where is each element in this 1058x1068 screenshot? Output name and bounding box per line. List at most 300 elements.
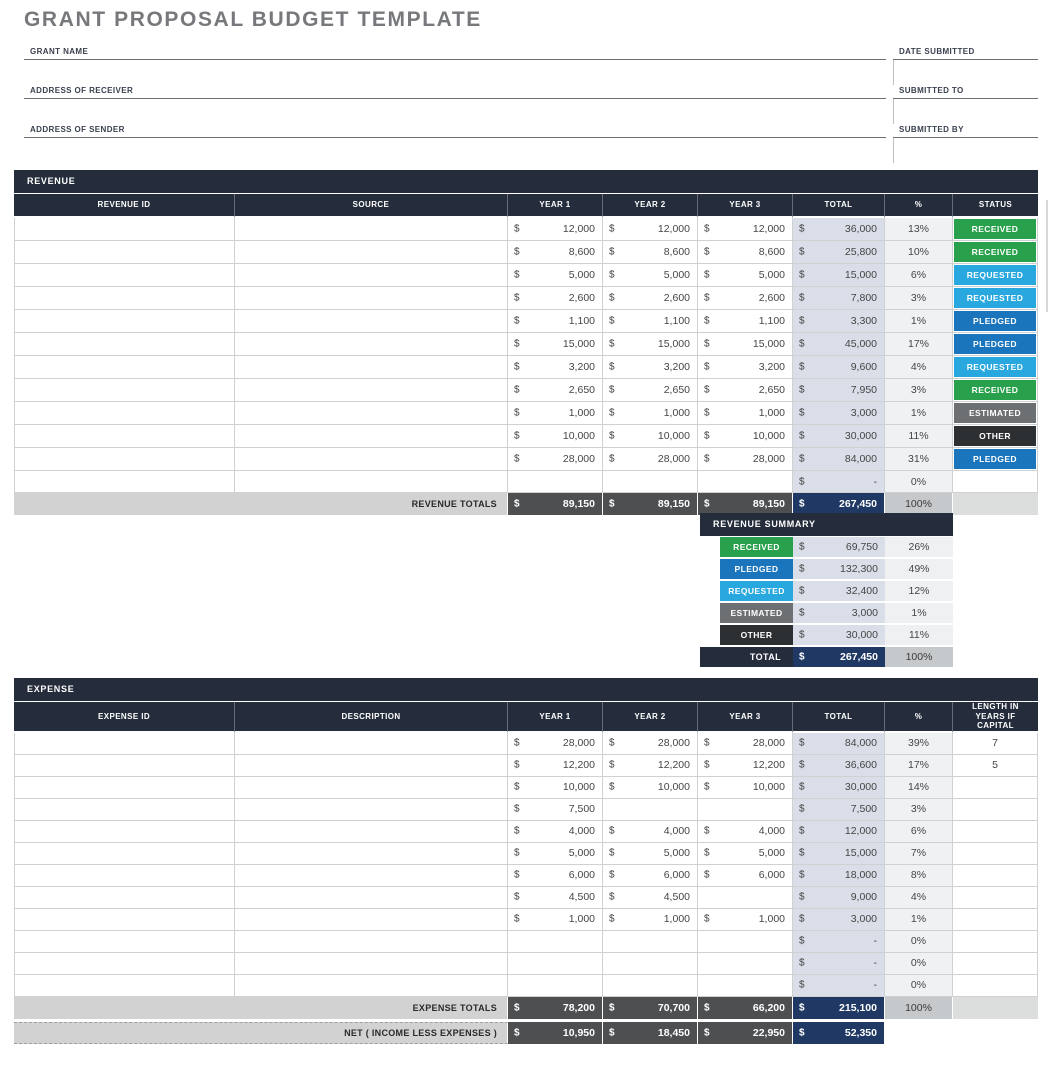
year2-cell[interactable] [603,755,698,777]
status-badge[interactable]: PLEDGED [954,334,1036,354]
year1-cell[interactable] [508,310,603,333]
year2-cell[interactable] [603,975,698,997]
percent-cell[interactable]: 3% [885,287,953,310]
status-badge[interactable]: RECEIVED [954,219,1036,239]
percent-cell[interactable]: 17% [885,755,953,777]
revenue-source-cell[interactable] [235,241,508,264]
dollar-sign: $ [799,1027,805,1039]
year1-cell[interactable] [508,733,603,755]
percent-cell[interactable]: 7% [885,843,953,865]
revenue-row [14,379,1038,402]
dollar-sign: $ [799,338,805,350]
year3-cell[interactable] [698,755,793,777]
year2-cell[interactable] [603,241,698,264]
total-cell[interactable] [793,333,885,356]
year1-cell[interactable] [508,402,603,425]
summary-percent-cell[interactable]: 12% [885,581,953,603]
year2-cell[interactable] [603,777,698,799]
total-cell[interactable] [793,821,885,843]
year3-cell[interactable] [698,425,793,448]
summary-total-value [793,647,885,669]
revenue-id-cell[interactable] [14,287,235,310]
year1-cell[interactable] [508,909,603,931]
year1-cell[interactable] [508,799,603,821]
expense-id-cell[interactable] [14,975,235,997]
total-cell[interactable] [793,379,885,402]
year2-cell[interactable] [603,448,698,471]
year1-cell[interactable] [508,887,603,909]
dollar-sign: $ [704,361,710,373]
year3-cell[interactable] [698,241,793,264]
summary-value-cell[interactable] [793,625,885,647]
expense-description-cell[interactable] [235,975,508,997]
total-cell[interactable] [793,448,885,471]
year2-cell[interactable] [603,218,698,241]
expense-id-cell[interactable] [14,931,235,953]
year3-cell[interactable] [698,333,793,356]
revenue-id-cell[interactable] [14,471,235,493]
percent-cell[interactable]: 4% [885,356,953,379]
year1-cell[interactable] [508,777,603,799]
revenue-source-cell[interactable] [235,333,508,356]
revenue-id-cell[interactable] [14,379,235,402]
capital-years-cell[interactable]: 7 [953,733,1038,755]
percent-cell[interactable]: 1% [885,402,953,425]
dollar-sign: $ [704,498,710,510]
year2-cell[interactable] [603,733,698,755]
amount: 10,000 [657,781,690,794]
year1-cell[interactable] [508,821,603,843]
amount: 89,150 [562,498,595,510]
year1-cell[interactable] [508,356,603,379]
amount: 3,000 [850,407,877,419]
percent-cell[interactable]: 3% [885,379,953,402]
expense-id-cell[interactable] [14,953,235,975]
year1-cell[interactable] [508,471,603,493]
amount: 1,000 [758,913,785,926]
year1-cell[interactable] [508,755,603,777]
summary-value-cell[interactable] [793,559,885,581]
amount: 3,200 [663,361,690,373]
total-cell[interactable] [793,953,885,975]
amount: 132,300 [840,563,878,575]
expense-id-cell[interactable] [14,733,235,755]
total-cell[interactable] [793,865,885,887]
revenue-col-header-year2: YEAR 2 [603,194,698,218]
percent-cell[interactable]: 4% [885,887,953,909]
amount: 10,000 [752,430,785,442]
year1-cell[interactable] [508,379,603,402]
total-cell[interactable] [793,975,885,997]
revenue-col-header-year3: YEAR 3 [698,194,793,218]
address-of-receiver-input[interactable] [24,99,886,124]
amount: 22,950 [752,1027,785,1039]
summary-row [700,581,953,603]
capital-years-cell[interactable] [953,821,1038,843]
year3-cell[interactable] [698,379,793,402]
total-cell[interactable] [793,471,885,493]
year3-cell[interactable] [698,356,793,379]
expense-description-cell[interactable] [235,909,508,931]
net-row-label: NET ( INCOME LESS EXPENSES ) [14,1022,508,1044]
status-badge[interactable]: PLEDGED [954,449,1036,469]
amount: 8,600 [568,246,595,258]
status-badge[interactable]: RECEIVED [954,242,1036,262]
total-cell[interactable] [793,777,885,799]
year1-cell[interactable] [508,241,603,264]
status-badge[interactable]: REQUESTED [954,288,1036,308]
revenue-row [14,333,1038,356]
year1-cell[interactable] [508,931,603,953]
year3-cell[interactable] [698,799,793,821]
dollar-sign: $ [704,246,710,258]
address-of-sender-input[interactable] [24,138,886,163]
status-cell[interactable] [953,402,1038,425]
revenue-source-cell[interactable] [235,448,508,471]
total-cell[interactable] [793,843,885,865]
percent-cell[interactable]: 0% [885,471,953,493]
year1-cell[interactable] [508,975,603,997]
year1-cell[interactable] [508,333,603,356]
percent-cell[interactable]: 0% [885,953,953,975]
year3-cell[interactable] [698,733,793,755]
amount: 6,000 [663,869,690,882]
total-cell[interactable] [793,887,885,909]
year3-cell[interactable] [698,975,793,997]
status-cell[interactable] [953,310,1038,333]
total-cell[interactable] [793,799,885,821]
year3-cell[interactable] [698,953,793,975]
dollar-sign: $ [704,1002,710,1014]
dollar-sign: $ [514,223,520,235]
total-cell[interactable] [793,425,885,448]
summary-status-badge[interactable]: RECEIVED [720,537,793,557]
expense-row [14,733,1038,755]
status-badge[interactable]: REQUESTED [954,265,1036,285]
percent-cell[interactable]: 0% [885,931,953,953]
year1-cell[interactable] [508,218,603,241]
revenue-source-cell[interactable] [235,287,508,310]
revenue-row [14,287,1038,310]
year2-cell[interactable] [603,333,698,356]
expense-row [14,975,1038,997]
amount: 18,450 [657,1027,690,1039]
capital-years-cell[interactable] [953,931,1038,953]
summary-status-badge[interactable]: ESTIMATED [720,603,793,623]
summary-status-badge[interactable]: OTHER [720,625,793,645]
amount: 52,350 [844,1027,877,1039]
expense-totals-row-total [793,997,885,1019]
revenue-totals-row-year1 [508,493,603,515]
revenue-id-cell[interactable] [14,241,235,264]
summary-value-cell[interactable] [793,603,885,625]
capital-years-cell[interactable] [953,777,1038,799]
status-cell[interactable] [953,379,1038,402]
dollar-sign: $ [514,781,520,793]
dollar-sign: $ [799,847,805,859]
year3-cell[interactable] [698,218,793,241]
year3-cell[interactable] [698,777,793,799]
capital-years-cell[interactable] [953,887,1038,909]
year1-cell[interactable] [508,287,603,310]
net-table [14,1022,885,1044]
year3-cell[interactable] [698,402,793,425]
net-row-year1 [508,1022,603,1044]
summary-label-cell [700,559,793,581]
dollar-sign: $ [609,759,615,771]
revenue-id-cell[interactable] [14,310,235,333]
year3-cell[interactable] [698,264,793,287]
status-badge[interactable]: ESTIMATED [954,403,1036,423]
expense-description-cell[interactable] [235,821,508,843]
amount: 45,000 [844,338,877,350]
total-cell[interactable] [793,241,885,264]
status-cell[interactable] [953,471,1038,493]
revenue-source-cell[interactable] [235,379,508,402]
percent-cell[interactable]: 8% [885,865,953,887]
capital-years-cell[interactable] [953,865,1038,887]
revenue-summary-title: REVENUE SUMMARY [713,519,816,529]
amount: 10,000 [752,781,785,794]
expense-description-cell[interactable] [235,931,508,953]
status-cell[interactable] [953,264,1038,287]
amount: 267,450 [840,651,878,663]
amount: 12,000 [752,223,785,235]
status-badge[interactable]: PLEDGED [954,311,1036,331]
expense-description-cell[interactable] [235,953,508,975]
net-row-total [793,1022,885,1044]
dollar-sign: $ [799,585,805,597]
total-cell[interactable] [793,909,885,931]
year3-cell[interactable] [698,843,793,865]
year1-cell[interactable] [508,425,603,448]
summary-row [700,603,953,625]
summary-status-badge[interactable]: PLEDGED [720,559,793,579]
revenue-id-cell[interactable] [14,264,235,287]
percent-cell[interactable]: 31% [885,448,953,471]
total-cell[interactable] [793,755,885,777]
year2-cell[interactable] [603,356,698,379]
revenue-id-cell[interactable] [14,333,235,356]
expense-description-cell[interactable] [235,733,508,755]
year2-cell[interactable] [603,402,698,425]
summary-percent-cell[interactable]: 1% [885,603,953,625]
year2-cell[interactable] [603,287,698,310]
summary-value-cell[interactable] [793,537,885,559]
amount: 2,650 [568,384,595,396]
capital-years-cell[interactable] [953,975,1038,997]
year3-cell[interactable] [698,448,793,471]
year1-cell[interactable] [508,843,603,865]
expense-description-cell[interactable] [235,799,508,821]
expense-id-cell[interactable] [14,755,235,777]
total-cell[interactable] [793,356,885,379]
year2-cell[interactable] [603,379,698,402]
revenue-id-cell[interactable] [14,448,235,471]
revenue-col-header-status: STATUS [953,194,1038,218]
year2-cell[interactable] [603,264,698,287]
expense-id-cell[interactable] [14,821,235,843]
percent-cell[interactable]: 17% [885,333,953,356]
year2-cell[interactable] [603,821,698,843]
dollar-sign: $ [799,563,805,575]
capital-years-cell[interactable] [953,909,1038,931]
status-cell[interactable] [953,287,1038,310]
percent-cell[interactable]: 6% [885,264,953,287]
status-cell[interactable] [953,448,1038,471]
year3-cell[interactable] [698,287,793,310]
expense-description-cell[interactable] [235,777,508,799]
status-badge[interactable]: RECEIVED [954,380,1036,400]
amount: 12,200 [657,759,690,772]
revenue-source-cell[interactable] [235,310,508,333]
total-cell[interactable] [793,287,885,310]
year3-cell[interactable] [698,931,793,953]
revenue-source-cell[interactable] [235,402,508,425]
dollar-sign: $ [514,430,520,442]
year2-cell[interactable] [603,931,698,953]
year3-cell[interactable] [698,821,793,843]
amount: 10,000 [657,430,690,442]
revenue-source-cell[interactable] [235,218,508,241]
submitted-by-input[interactable] [893,138,1038,163]
year2-cell[interactable] [603,843,698,865]
submitted-to-input[interactable] [893,99,1038,124]
dollar-sign: $ [609,1002,615,1014]
dollar-sign: $ [514,1002,520,1014]
total-cell[interactable] [793,402,885,425]
percent-cell[interactable]: 11% [885,425,953,448]
percent-cell[interactable]: 39% [885,733,953,755]
total-cell[interactable] [793,931,885,953]
status-cell[interactable] [953,218,1038,241]
grant-name-input[interactable] [24,60,886,85]
status-badge[interactable]: REQUESTED [954,357,1036,377]
dollar-sign: $ [799,361,805,373]
expense-row [14,799,1038,821]
submitted-by-label: SUBMITTED BY [899,125,964,134]
year1-cell[interactable] [508,264,603,287]
amount: 7,950 [850,384,877,396]
revenue-id-cell[interactable] [14,356,235,379]
expense-row [14,865,1038,887]
percent-cell[interactable]: 1% [885,909,953,931]
expense-description-cell[interactable] [235,865,508,887]
year2-cell[interactable] [603,471,698,493]
capital-years-cell[interactable]: 5 [953,755,1038,777]
expense-id-cell[interactable] [14,887,235,909]
capital-years-cell[interactable] [953,953,1038,975]
total-cell[interactable] [793,310,885,333]
year3-cell[interactable] [698,310,793,333]
expense-id-cell[interactable] [14,843,235,865]
dollar-sign: $ [514,847,520,859]
year2-cell[interactable] [603,310,698,333]
year3-cell[interactable] [698,865,793,887]
amount: 36,600 [844,759,877,772]
total-cell[interactable] [793,733,885,755]
summary-status-badge[interactable]: REQUESTED [720,581,793,601]
percent-cell[interactable]: 0% [885,975,953,997]
total-cell[interactable] [793,218,885,241]
date-submitted-input[interactable] [893,60,1038,85]
amount: 1,000 [663,913,690,926]
year1-cell[interactable] [508,448,603,471]
status-cell[interactable] [953,356,1038,379]
dollar-sign: $ [514,338,520,350]
percent-cell[interactable]: 1% [885,310,953,333]
status-badge[interactable]: OTHER [954,426,1036,446]
year2-cell[interactable] [603,887,698,909]
year1-cell[interactable] [508,865,603,887]
expense-description-cell[interactable] [235,755,508,777]
year2-cell[interactable] [603,425,698,448]
summary-label-cell [700,581,793,603]
expense-description-cell[interactable] [235,887,508,909]
revenue-id-cell[interactable] [14,425,235,448]
summary-percent-cell[interactable]: 26% [885,537,953,559]
expense-id-cell[interactable] [14,909,235,931]
capital-years-cell[interactable] [953,843,1038,865]
summary-percent-cell[interactable]: 49% [885,559,953,581]
expense-description-cell[interactable] [235,843,508,865]
expense-id-cell[interactable] [14,799,235,821]
revenue-totals-row-label: REVENUE TOTALS [14,493,508,515]
year3-cell[interactable] [698,471,793,493]
percent-cell[interactable]: 3% [885,799,953,821]
dollar-sign: $ [609,498,615,510]
dollar-sign: $ [704,223,710,235]
revenue-row [14,218,1038,241]
amount: 15,000 [562,338,595,350]
dollar-sign: $ [799,651,805,663]
summary-percent-cell[interactable]: 11% [885,625,953,647]
percent-cell[interactable]: 13% [885,218,953,241]
revenue-source-cell[interactable] [235,356,508,379]
year2-cell[interactable] [603,953,698,975]
expense-id-cell[interactable] [14,777,235,799]
percent-cell[interactable]: 10% [885,241,953,264]
summary-label-cell [700,537,793,559]
revenue-source-cell[interactable] [235,425,508,448]
percent-cell[interactable]: 6% [885,821,953,843]
year2-cell[interactable] [603,865,698,887]
dollar-sign: $ [514,407,520,419]
status-cell[interactable] [953,241,1038,264]
expense-row [14,953,1038,975]
year2-cell[interactable] [603,909,698,931]
status-cell[interactable] [953,333,1038,356]
capital-years-cell[interactable] [953,799,1038,821]
amount: 3,000 [851,607,878,619]
amount: 8,600 [663,246,690,258]
total-cell[interactable] [793,264,885,287]
revenue-id-cell[interactable] [14,402,235,425]
year3-cell[interactable] [698,909,793,931]
summary-value-cell[interactable] [793,581,885,603]
revenue-source-cell[interactable] [235,471,508,493]
amount: 28,000 [657,737,690,750]
percent-cell[interactable]: 14% [885,777,953,799]
revenue-row [14,241,1038,264]
expense-id-cell[interactable] [14,865,235,887]
year1-cell[interactable] [508,953,603,975]
status-cell[interactable] [953,425,1038,448]
revenue-id-cell[interactable] [14,218,235,241]
year3-cell[interactable] [698,887,793,909]
year2-cell[interactable] [603,799,698,821]
revenue-source-cell[interactable] [235,264,508,287]
